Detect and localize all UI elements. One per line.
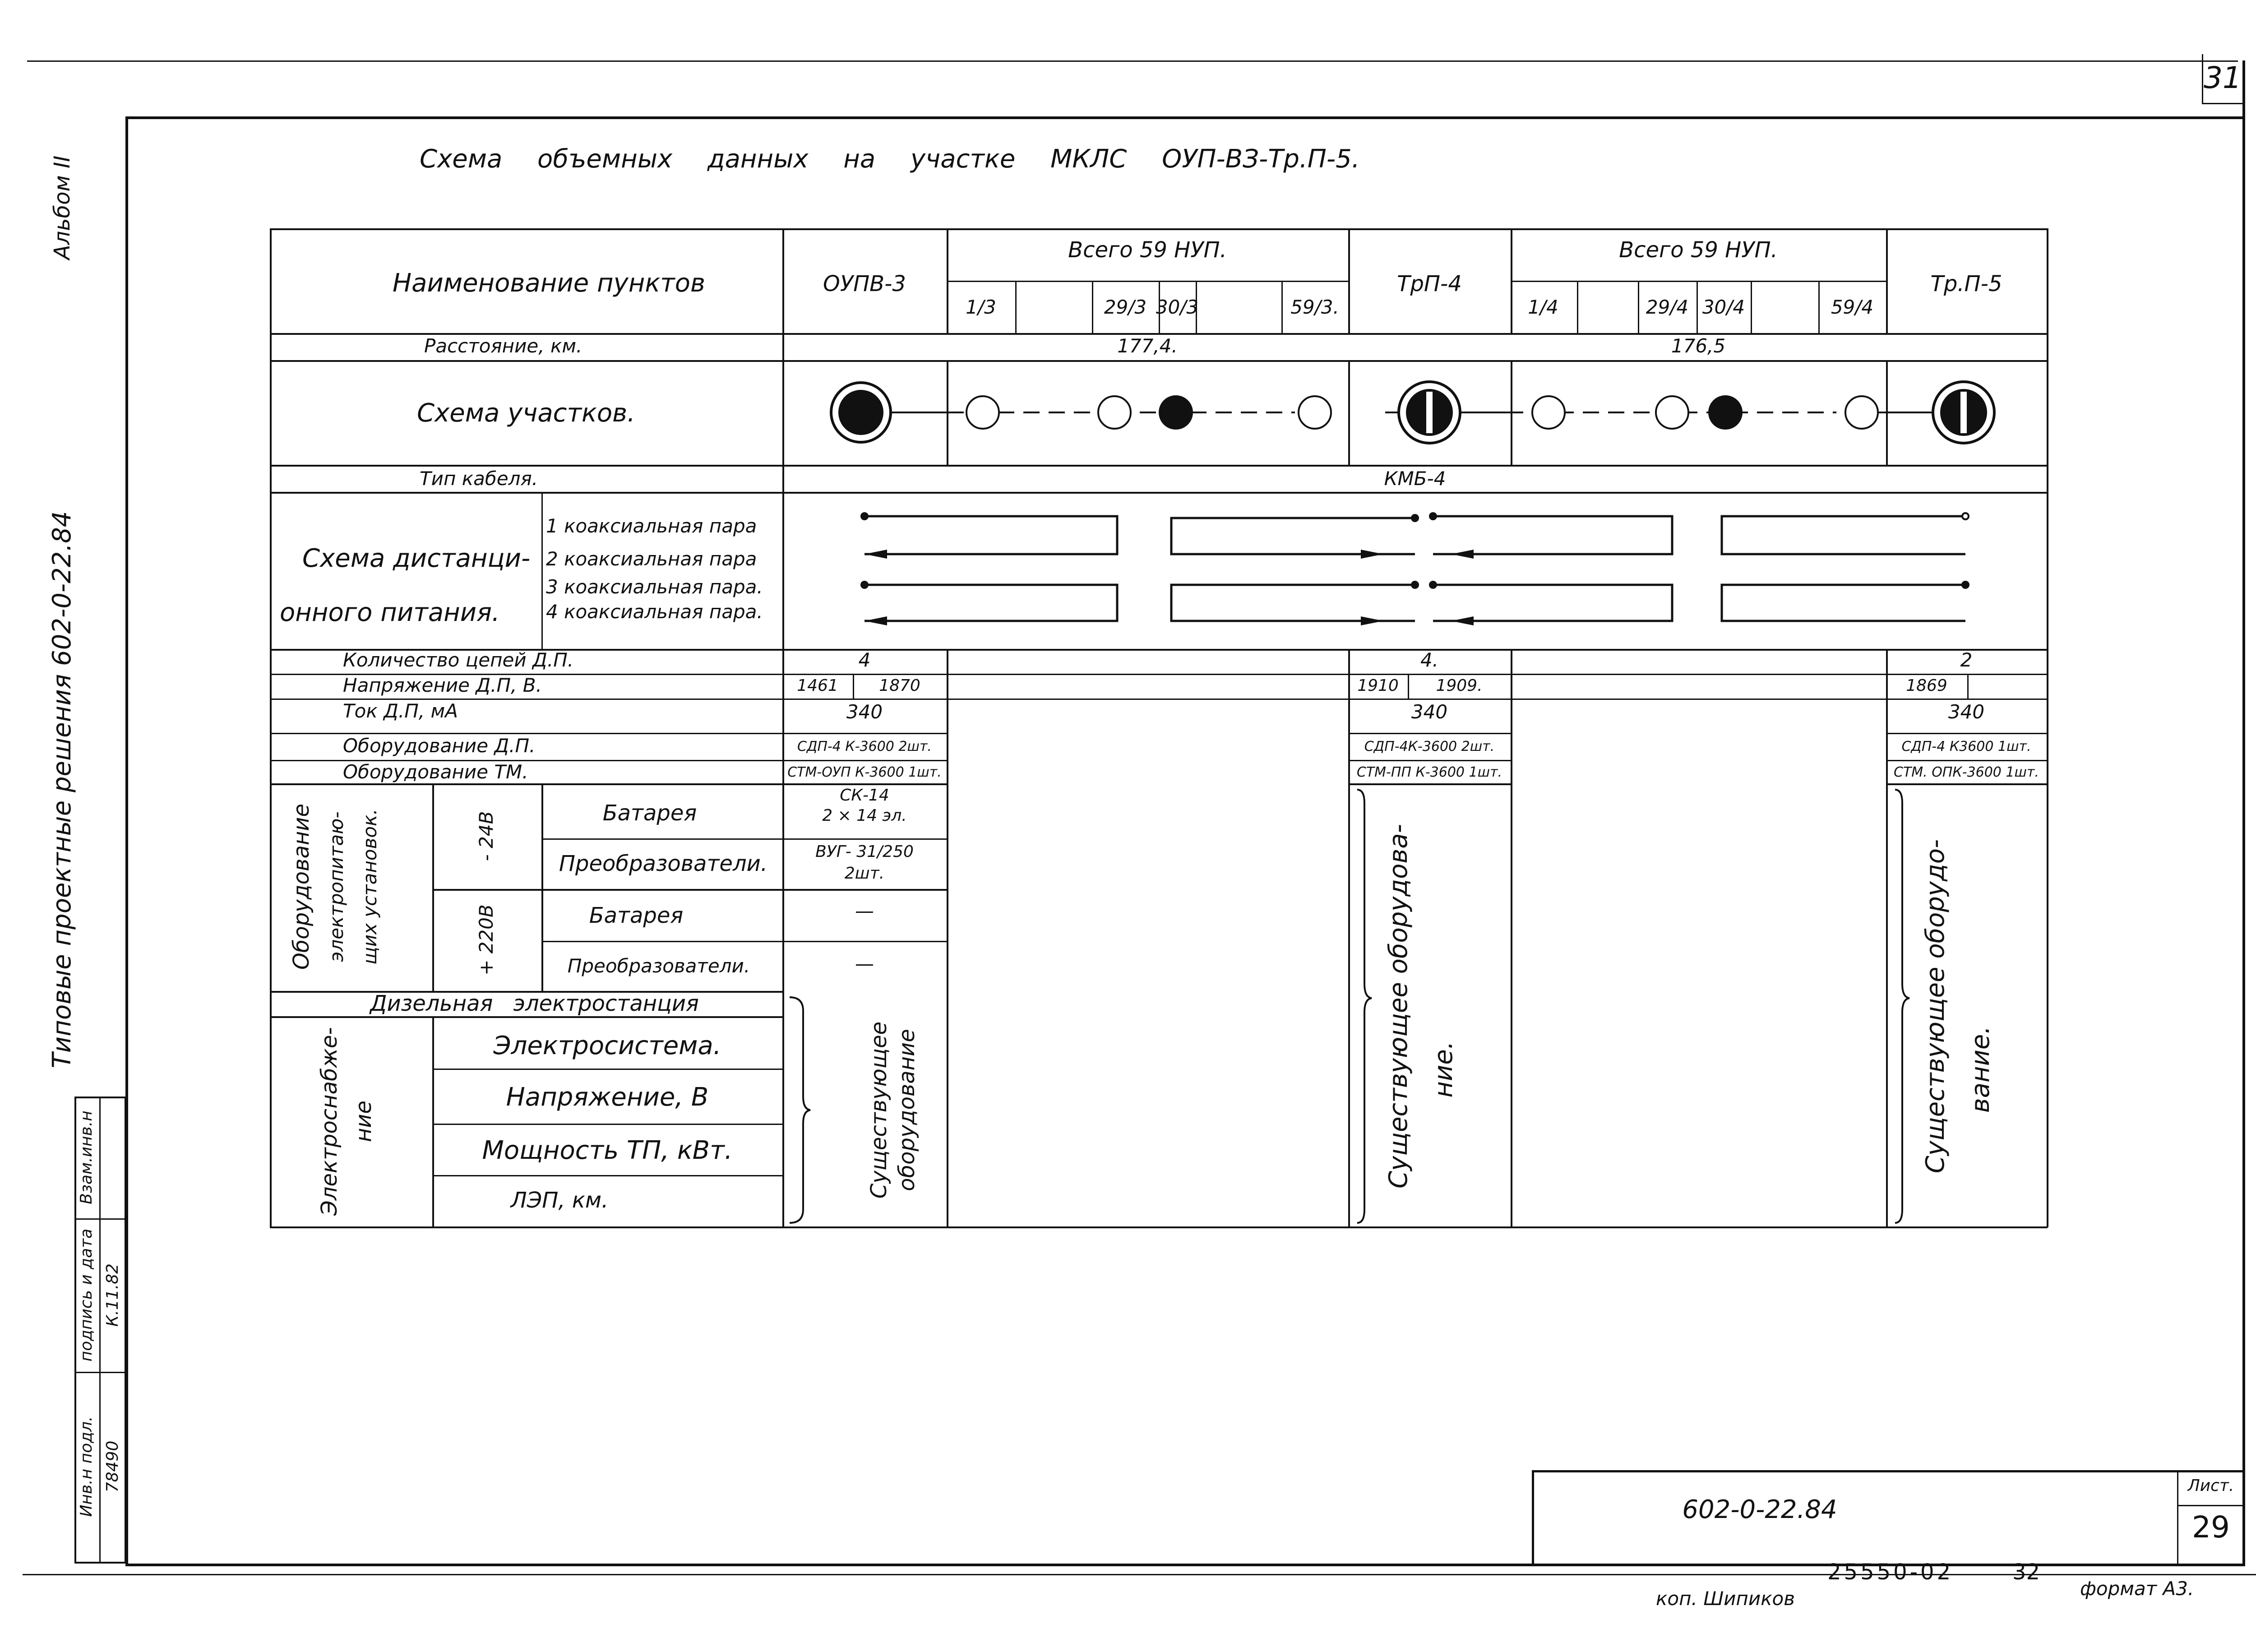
footer-page: 32 xyxy=(2012,1559,2040,1585)
oup-converter-1: ВУГ- 31/250 xyxy=(815,842,914,861)
row-line-current-top xyxy=(270,699,2048,700)
oup-voltage-split xyxy=(853,674,854,699)
g2-col-3 xyxy=(1697,281,1698,333)
eq-tm-trp5: СТМ. ОПК-3600 1шт. xyxy=(1894,764,2039,780)
nup-icon-29-3 xyxy=(1098,396,1131,429)
chains-trp5: 2 xyxy=(1960,649,1973,671)
trp4-existing-note-2: ние. xyxy=(1429,1041,1458,1098)
nup-icon-59-3 xyxy=(1299,396,1331,429)
equipment-voltage-220: + 220В xyxy=(475,904,497,976)
chains-label: Количество цепей Д.П. xyxy=(343,649,574,671)
converters-label-1: Преобразователи. xyxy=(559,851,768,876)
trp4-voltage-split xyxy=(1408,674,1409,699)
stamp-label-inv: Инв.н подл. xyxy=(77,1416,96,1517)
oup-existing-note-2: оборудование xyxy=(894,1029,920,1191)
nup-icon-59-4 xyxy=(1845,396,1878,429)
top-trim-line xyxy=(27,60,2238,62)
nup-icon-1-4 xyxy=(1532,396,1565,429)
oup-brace-icon xyxy=(785,993,812,1227)
pair-2-label: 2 коаксиальная пара xyxy=(546,548,757,570)
stamp-label-replace: Взам.инв.н xyxy=(77,1111,96,1204)
chains-trp4: 4. xyxy=(1420,649,1439,671)
equipment-voltage-24: - 24В xyxy=(475,811,497,861)
g2-col-5 xyxy=(1818,281,1820,333)
frame-top xyxy=(125,116,2245,119)
eq-tm-label: Оборудование ТМ. xyxy=(343,761,528,783)
voltage-trp5-a: 1869 xyxy=(1906,676,1947,695)
stamp-divider xyxy=(99,1097,101,1564)
section-scheme-diagram xyxy=(783,361,2046,464)
battery-label-2: Батарея xyxy=(589,903,684,928)
oup-eq-line-2 xyxy=(782,941,948,942)
corner-box-bottom xyxy=(2202,103,2243,104)
power-feeding-diagram xyxy=(783,493,2046,648)
col-line-trp5-left-a xyxy=(1886,228,1888,333)
table-right xyxy=(2047,228,2048,1227)
header-trp5: Тр.П-5 xyxy=(1930,271,2002,296)
g1-col-1 xyxy=(1015,281,1017,333)
row-line-cable-top xyxy=(270,465,2048,467)
nup-icon-30-3 xyxy=(1159,395,1193,430)
equipment-label-2: электропитаю- xyxy=(325,811,347,962)
g1-cell-4: 30/3 xyxy=(1156,296,1199,318)
nup-icon-29-4 xyxy=(1656,396,1688,429)
cable-value: КМБ-4 xyxy=(1384,467,1446,490)
col-line-trp4-right-c xyxy=(1511,649,1512,1227)
voltage-oup-b: 1870 xyxy=(879,676,920,695)
converters-label-2: Преобразователи. xyxy=(567,955,750,977)
trp5-voltage-split xyxy=(1967,674,1969,699)
col-line-equipment-voltage xyxy=(432,783,434,991)
diesel-label: Дизельная электростанция xyxy=(370,991,699,1016)
g2-cell-4: 30/4 xyxy=(1702,296,1745,318)
row-line-battery-1 xyxy=(541,838,948,840)
stamp-sep-2 xyxy=(74,1372,126,1373)
pair-1-label: 1 коаксиальная пара xyxy=(546,515,757,537)
supply-row-system: Электросистема. xyxy=(493,1031,721,1060)
stamp-date: К.11.82 xyxy=(103,1263,122,1327)
oup-converter-dash: — xyxy=(855,953,874,975)
pair-3-label: 3 коаксиальная пара. xyxy=(546,576,763,598)
row-line-supply-1 xyxy=(432,1069,782,1070)
power-label-2: онного питания. xyxy=(280,598,500,627)
oup-converter-2: 2шт. xyxy=(844,864,885,883)
corner-number: 31 xyxy=(2204,60,2242,95)
pair-4-label: 4 коаксиальная пара. xyxy=(546,601,763,623)
row-line-eqtm-top-b xyxy=(1349,760,1512,761)
header-oup: ОУПВ-3 xyxy=(823,271,906,296)
title-block-sheet-sep xyxy=(2177,1505,2244,1506)
g2-cell-1: 1/4 xyxy=(1528,296,1558,318)
row-line-eqtm-top-c xyxy=(1886,760,2048,761)
g2-cell-6: 59/4 xyxy=(1831,296,1874,318)
trp5-existing-note-1: Существующее оборудо- xyxy=(1921,839,1950,1174)
drawing-title: Схема объемных данных на участке МКЛС ОУП-ВЗ-Тр.П-5. xyxy=(420,144,1360,174)
current-label: Ток Д.П, мА xyxy=(343,700,458,722)
corner-box-left xyxy=(2202,54,2203,104)
col-line-equipment-items xyxy=(541,783,543,991)
g2-col-4 xyxy=(1751,281,1752,333)
row-line-eqdp-top-c xyxy=(1886,733,2048,734)
row-line-equipment-top-a xyxy=(270,783,948,785)
current-trp5: 340 xyxy=(1948,701,1985,723)
group2-divider xyxy=(1511,281,1886,282)
g2-col-2 xyxy=(1638,281,1639,333)
eq-dp-trp5: СДП-4 К3600 1шт. xyxy=(1901,739,2031,754)
oup-battery-dash: — xyxy=(855,900,874,922)
trp4-station-icon xyxy=(1399,382,1460,443)
stamp-inv-number: 78490 xyxy=(103,1440,122,1493)
header-group1: Всего 59 НУП. xyxy=(1068,237,1227,263)
distance-sec2: 176,5 xyxy=(1671,335,1726,357)
voltage-trp4-a: 1910 xyxy=(1357,676,1399,695)
eq-dp-trp4: СДП-4К-3600 2шт. xyxy=(1364,739,1495,754)
sheet-label: Лист. xyxy=(2187,1476,2234,1495)
eq-dp-oup: СДП-4 К-3600 2шт. xyxy=(797,739,932,754)
oup-battery-1: СК-14 xyxy=(840,786,889,805)
g1-cell-1: 1/3 xyxy=(966,296,996,318)
group1-divider xyxy=(947,281,1348,282)
g2-col-1 xyxy=(1577,281,1578,333)
voltage-label: Напряжение Д.П, В. xyxy=(343,674,542,696)
frame-right xyxy=(2242,60,2245,1565)
header-names-label: Наименование пунктов xyxy=(393,268,706,298)
row-line-eqdp-top-b xyxy=(1349,733,1512,734)
sheet-number: 29 xyxy=(2192,1510,2230,1545)
col-line-power-pairs xyxy=(541,492,543,649)
header-trp4: ТрП-4 xyxy=(1397,271,1462,296)
title-block-sheet-divider xyxy=(2177,1470,2178,1565)
eq-dp-label: Оборудование Д.П. xyxy=(343,735,536,757)
voltage-trp4-b: 1909. xyxy=(1436,676,1483,695)
current-oup: 340 xyxy=(846,701,883,723)
trp5-brace-icon xyxy=(1887,785,1914,1227)
distance-sec1: 177,4. xyxy=(1117,335,1178,357)
footer-format: формат А3. xyxy=(2080,1578,2194,1600)
power-label-1: Схема дистанци- xyxy=(302,544,531,573)
col-line-oup-right-c xyxy=(947,649,948,1227)
footer-order: 25550-02 xyxy=(1827,1559,1954,1585)
equipment-label-1: Оборудование xyxy=(289,804,314,970)
equipment-label-3: щих установок. xyxy=(359,809,381,965)
g1-col-2 xyxy=(1092,281,1093,333)
side-series-title: Типовые проектные решения 602-0-22.84 xyxy=(47,511,77,1069)
supply-row-line: ЛЭП, км. xyxy=(510,1188,609,1213)
stamp-label-signature: подпись и дата xyxy=(77,1228,96,1362)
header-group2: Всего 59 НУП. xyxy=(1619,237,1778,263)
oup-existing-note-1: Существующее xyxy=(866,1021,892,1199)
table-bottom xyxy=(270,1226,2048,1228)
col-line-trp4-left-a xyxy=(1348,228,1350,333)
battery-label-1: Батарея xyxy=(602,801,697,826)
g1-cell-6: 59/3. xyxy=(1290,296,1339,318)
trp4-brace-icon xyxy=(1349,785,1376,1227)
trp5-existing-note-2: вание. xyxy=(1966,1026,1995,1113)
g1-cell-3: 29/3 xyxy=(1104,296,1147,318)
trp4-existing-note-1: Существующее оборудова- xyxy=(1384,824,1413,1189)
nup-icon-1-3 xyxy=(966,396,999,429)
supply-label-2: ние xyxy=(351,1100,376,1143)
distance-label: Расстояние, км. xyxy=(424,335,582,357)
row-line-supply-3 xyxy=(432,1175,782,1176)
drawing-code: 602-0-22.84 xyxy=(1682,1495,1837,1524)
supply-row-voltage: Напряжение, В xyxy=(506,1083,709,1112)
album-label: Альбом II xyxy=(50,155,75,260)
cable-label: Тип кабеля. xyxy=(420,467,538,490)
current-trp4: 340 xyxy=(1411,701,1448,723)
voltage-oup-a: 1461 xyxy=(797,676,838,695)
table-top xyxy=(270,228,2048,230)
g2-cell-3: 29/4 xyxy=(1646,296,1689,318)
stamp-sep-1 xyxy=(74,1218,126,1220)
table-left xyxy=(270,228,272,1227)
row-line-eqdp-top-a xyxy=(270,733,948,734)
supply-label-1: Электроснабже- xyxy=(317,1027,342,1216)
trp5-station-icon xyxy=(1933,382,1994,443)
oup-eq-line-1 xyxy=(782,889,948,890)
g1-col-5 xyxy=(1281,281,1283,333)
row-line-supply-top xyxy=(270,1016,782,1018)
scheme-label: Схема участков. xyxy=(417,398,635,428)
supply-row-power: Мощность ТП, кВт. xyxy=(482,1136,733,1165)
eq-tm-trp4: СТМ-ПП К-3600 1шт. xyxy=(1356,764,1502,780)
eq-tm-oup: СТМ-ОУП К-3600 1шт. xyxy=(787,764,942,780)
title-block xyxy=(1532,1470,2244,1565)
oup-station-icon xyxy=(831,383,891,442)
footer-copied: коп. Шипиков xyxy=(1656,1587,1795,1610)
chains-oup: 4 xyxy=(858,649,871,671)
row-line-supply-2 xyxy=(432,1124,782,1125)
col-line-supply-items xyxy=(432,1016,434,1227)
oup-battery-2: 2 × 14 эл. xyxy=(822,806,907,825)
nup-icon-30-4 xyxy=(1708,395,1743,430)
